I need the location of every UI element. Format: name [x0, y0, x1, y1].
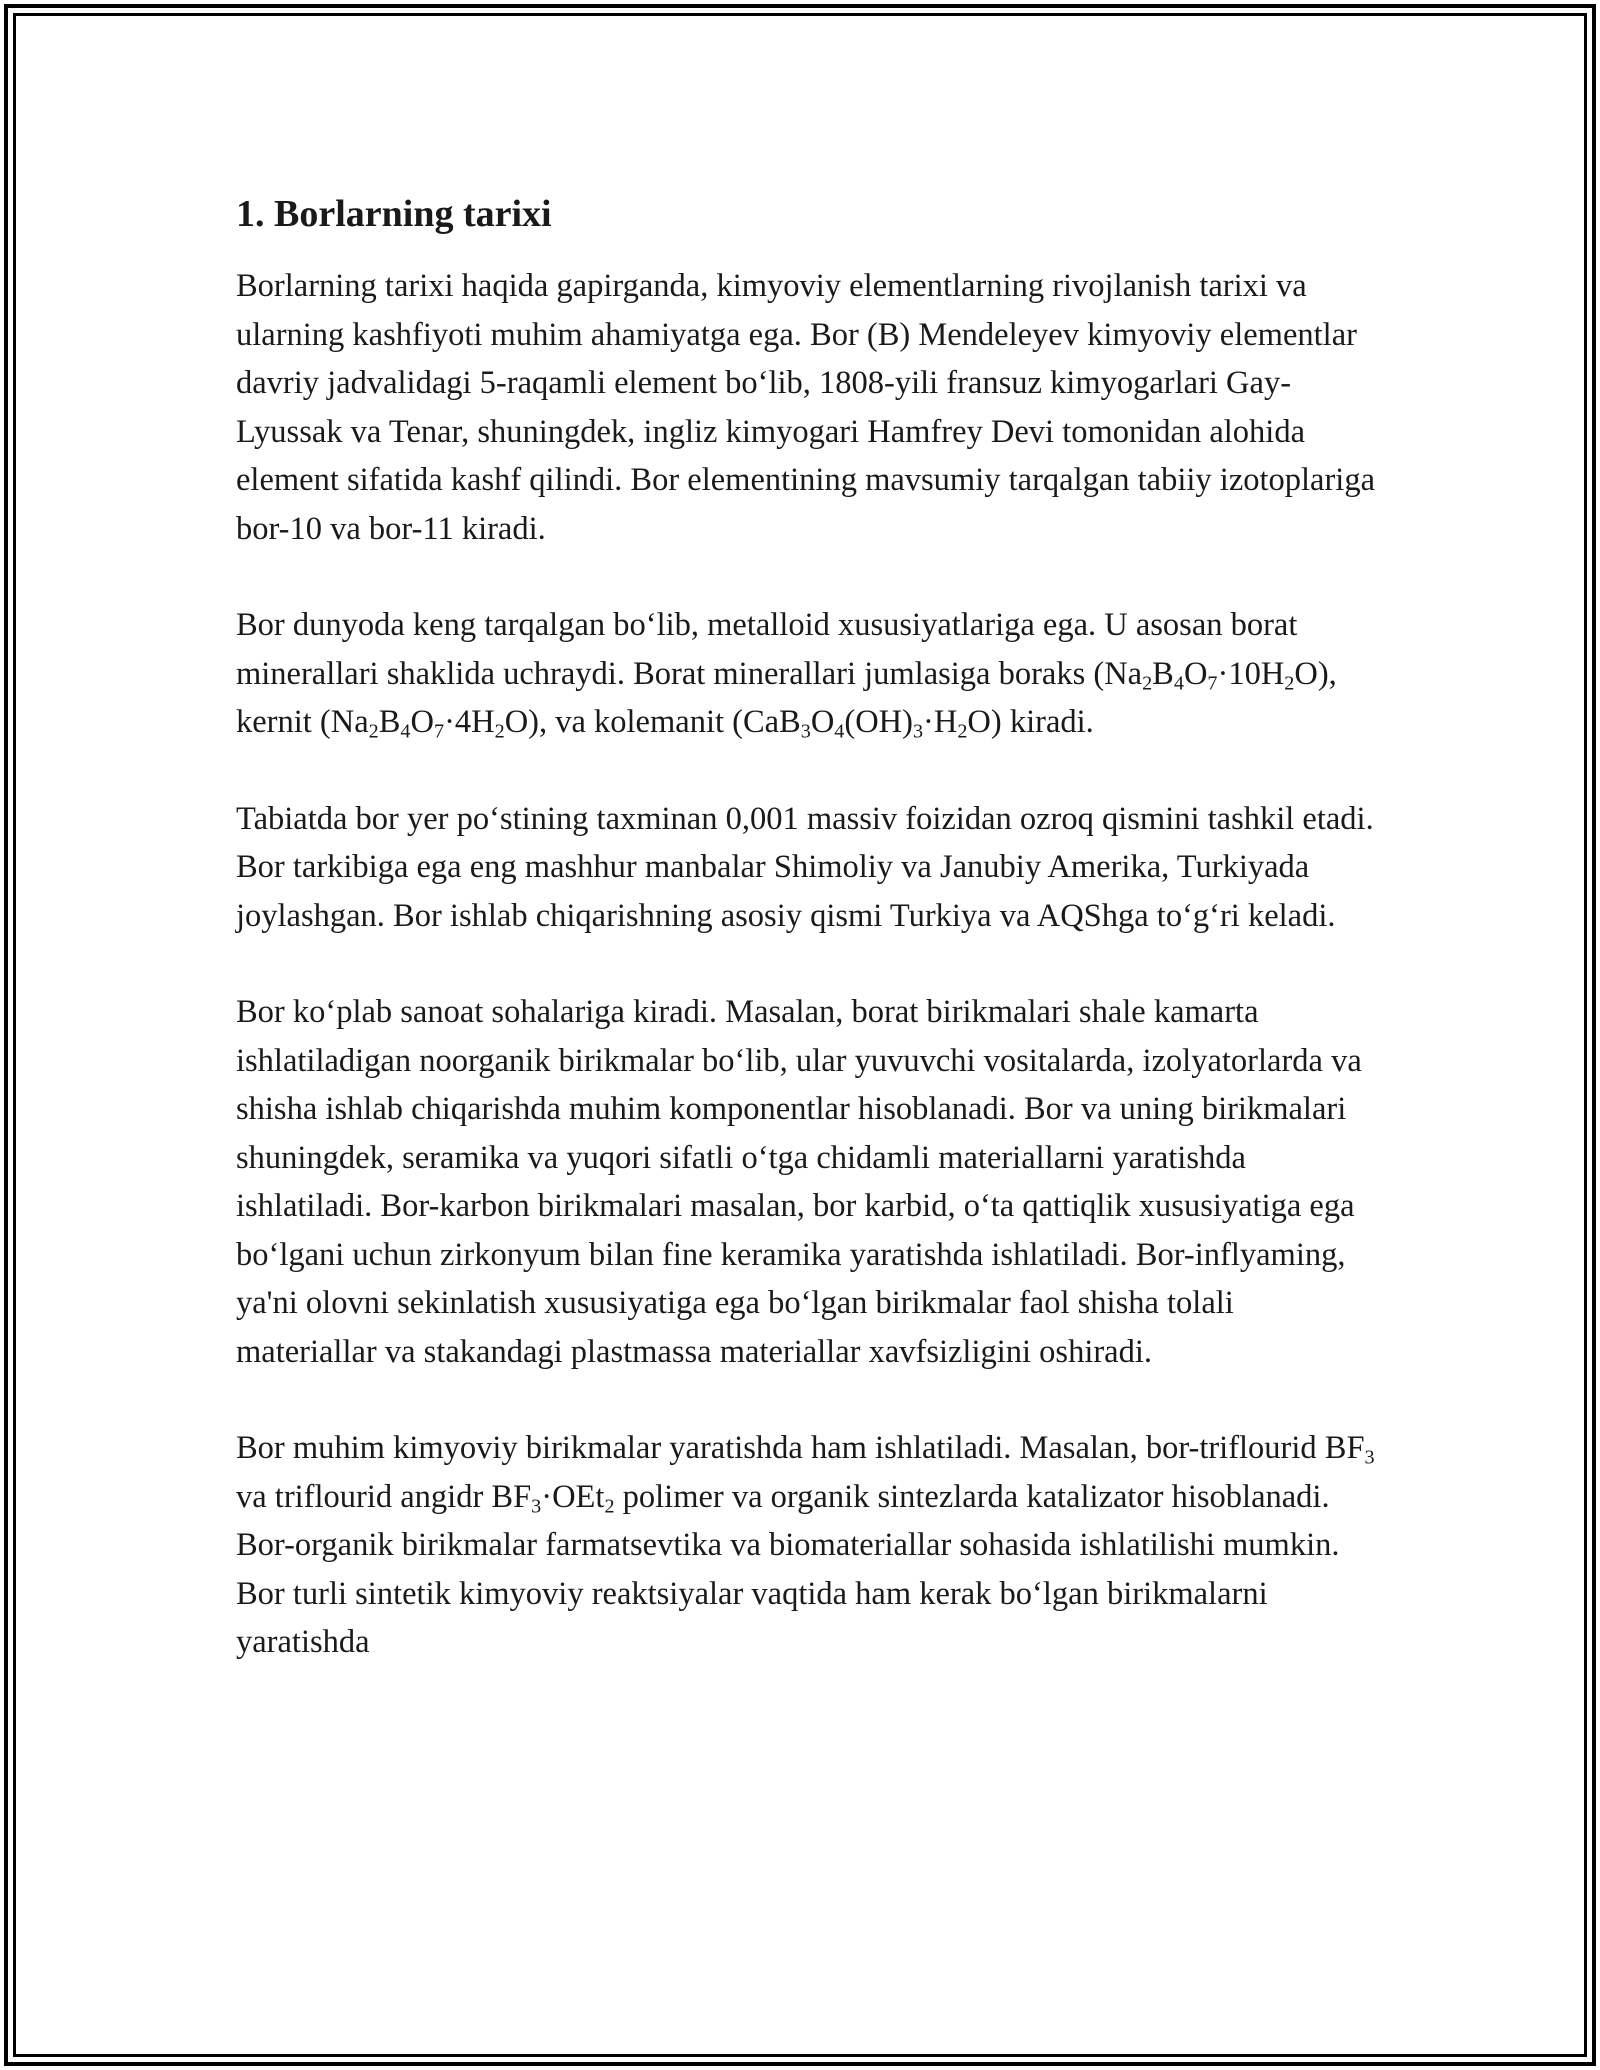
- text-run: O: [1183, 655, 1208, 692]
- text-run: Na: [1104, 655, 1143, 692]
- subscript: 2: [957, 720, 968, 743]
- subscript: 3: [1364, 1446, 1375, 1469]
- text-run: O: [810, 704, 835, 740]
- subscript: 7: [1207, 672, 1218, 695]
- text-run: ·H: [923, 704, 958, 740]
- text-run: Bor dunyoda keng tarqalgan bo‘lib, metalloid xususiyatlariga ega. U asosan borat minerallari shaklida uchraydi. Borat minerallari jumlasiga boraks (: [236, 607, 1298, 692]
- subscript: 2: [604, 1495, 615, 1518]
- text-run: va triflourid angidr BF: [236, 1478, 532, 1515]
- text-run: O), kernit (Na: [236, 655, 1337, 740]
- text-run: Bor muhim kimyoviy birikmalar yaratishda ham ishlatiladi. Masalan, bor-triflourid BF: [236, 1430, 1365, 1466]
- text-run: (OH): [844, 704, 913, 740]
- subscript: 4: [400, 720, 411, 743]
- subscript: 4: [834, 720, 845, 743]
- text-run: B: [378, 704, 401, 740]
- subscript: 3: [912, 720, 924, 743]
- paragraph-industry: Bor ko‘plab sanoat sohalariga kiradi. Masalan, borat birikmalari shale kamarta ishlatiladigan noorganik birikmalar bo‘lib, ular yuvuvchi vositalarda, izolyatorlarda va shisha ishlab chiqarishda muhim komponentlar hisoblanadi. Bor va uning birikmalari shuningdek, seramika va yuqori sifatli o‘tga chidamli materiallarni yaratishda ishlatiladi. Bor-karbon birikmalari masalan, bor karbid, o‘ta qattiqlik xususiyatiga ega bo‘lgani uchun zirkonyum bilan fine keramika yaratishda ishlatiladi. Bor-inflyaming, ya'ni olovni sekinlatish xususiyatiga ega bo‘lgan birikmalar faol shisha tolali materiallar va stakandagi plastmassa materiallar xavfsizligini oshiradi.: [236, 994, 1362, 1370]
- subscript: 3: [800, 720, 811, 743]
- text-run: ·OEt: [541, 1478, 605, 1515]
- document-body: [236, 188, 1376, 1715]
- text-run: O) kiradi.: [967, 704, 1094, 740]
- text-run: B: [1152, 655, 1174, 692]
- paragraph-minerals: [236, 601, 1376, 747]
- subscript: 7: [433, 720, 445, 743]
- paragraph-history: Borlarning tarixi haqida gapirganda, kimyoviy elementlarning rivojlanish tarixi va ularning kashfiyoti muhim ahamiyatga ega. Bor (B) Mendeleyev kimyoviy elementlar davriy jadvalidagi 5-raqamli element bo‘lib, 1808-yili fransuz kimyogarlari Gay-Lyussak va Tenar, shuningdek, ingliz kimyogari Hamfrey Devi tomonidan alohida element sifatida kashf qilindi. Bor elementining mavsumiy tarqalgan tabiiy izotoplariga bor-10 va bor-11 kiradi.: [236, 268, 1376, 547]
- subscript: 2: [1284, 672, 1295, 695]
- subscript: 4: [1173, 672, 1184, 695]
- text-run: ·4H: [444, 704, 495, 740]
- paragraph-distribution: Tabiatda bor yer po‘stining taxminan 0,001 massiv foizidan ozroq qismini tashkil etadi. Bor tarkibiga ega eng mashhur manbalar Shimoliy va Janubiy Amerika, Turkiyada joylashgan. Bor ishlab chiqarishning asosiy qismi Turkiya va AQShga to‘g‘ri keladi.: [236, 800, 1374, 934]
- text-run: O: [410, 704, 434, 740]
- subscript: 2: [368, 720, 379, 743]
- paragraph-compounds: [236, 1424, 1376, 1667]
- section-heading: 1. Borlarning tarixi: [236, 193, 552, 235]
- subscript: 2: [494, 720, 505, 743]
- subscript: 3: [531, 1495, 542, 1518]
- text-run: polimer va organik sintezlarda katalizator hisoblanadi. Bor-organik birikmalar farmatsevtika va biomateriallar sohasida ishlatilishi mumkin. Bor turli sintetik kimyoviy reaktsiyalar vaqtida ham kerak bo‘lgan birikmalarni yaratishda: [236, 1478, 1340, 1660]
- subscript: 2: [1142, 672, 1153, 695]
- text-run: ·10H: [1217, 655, 1285, 692]
- text-run: O), va kolemanit (CaB: [504, 704, 801, 740]
